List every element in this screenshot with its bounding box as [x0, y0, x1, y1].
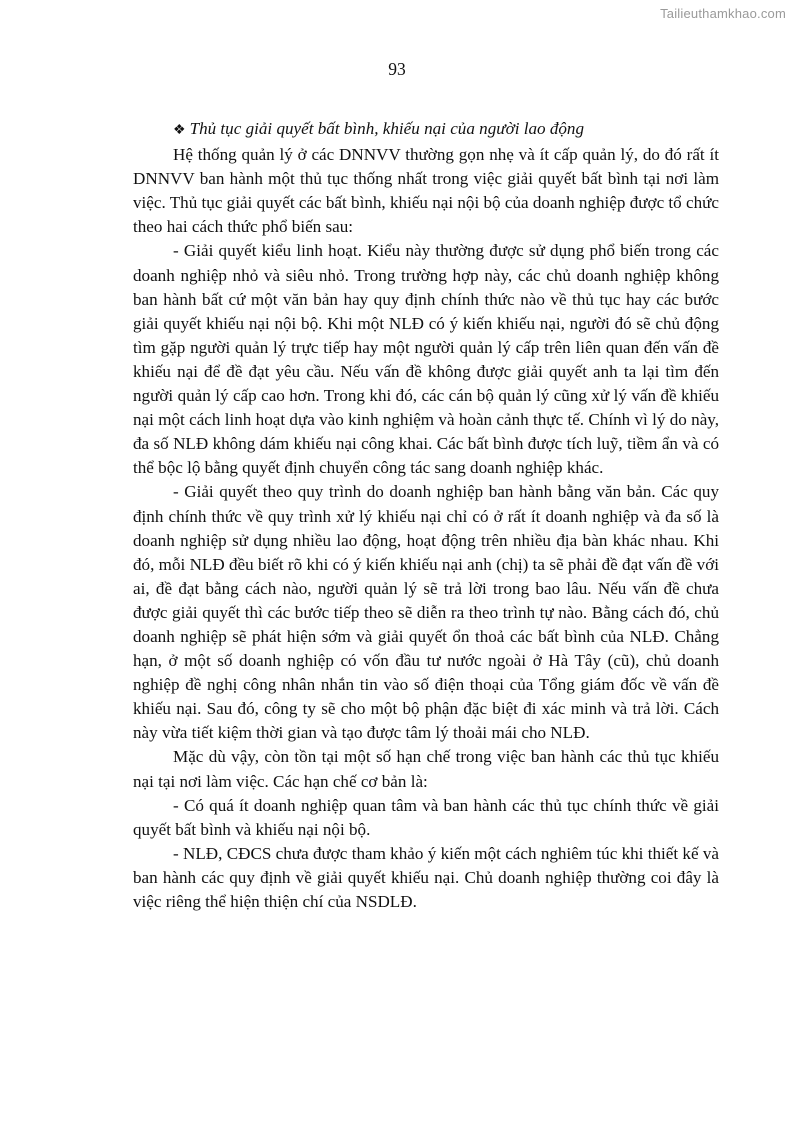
paragraph-limitations: Mặc dù vậy, còn tồn tại một số hạn chế trong việc ban hành các thủ tục khiếu nại tại nơi làm việc. Các hạn chế cơ bản là: [133, 747, 719, 791]
page-number: 93 [388, 59, 406, 79]
paragraph-limitation-2: - NLĐ, CĐCS chưa được tham khảo ý kiến một cách nghiêm túc khi thiết kế và ban hành các quy định về giải quyết khiếu nại. Chủ doanh nghiệp thường coi đây là việc riêng thể hiện thiện chí của NSDLĐ. [133, 843, 719, 911]
diamond-bullet-icon: ❖ [173, 123, 186, 138]
paragraph-written-procedure: - Giải quyết theo quy trình do doanh nghiệp ban hành bằng văn bản. Các quy định chính thức về quy trình xử lý khiếu nại chỉ có ở rất ít doanh nghiệp và đa số là doanh nghiệp sử dụng nhiều lao động, hoạt động trên nhiều địa bàn khác nhau. Khi đó, mỗi NLĐ đều biết rõ khi có ý kiến khiếu nại anh (chị) ta sẽ phải đề đạt vấn đề với ai, đề đạt bằng cách nào, người quản lý sẽ trả lời trong bao lâu. Nếu vấn đề chưa được giải quyết thì các bước tiếp theo sẽ diễn ra theo trình tự nào. Bằng cách đó, chủ doanh nghiệp sẽ phát hiện sớm và giải quyết ổn thoả các bất bình của NLĐ. Chẳng hạn, ở một số doanh nghiệp có vốn đầu tư nước ngoài ở Hà Tây (cũ), chủ doanh nghiệp đề nghị công nhân nhắn tin vào số điện thoại của Tổng giám đốc về vấn đề khiếu nại. Sau đó, công ty sẽ cho một bộ phận đặc biệt đi xác minh và trả lời. Cách này vừa tiết kiệm thời gian và tạo được tâm lý thoải mái cho NLĐ. [133, 482, 719, 743]
paragraph-limitation-1: - Có quá ít doanh nghiệp quan tâm và ban hành các thủ tục chính thức về giải quyết bất bình và khiếu nại nội bộ. [133, 795, 719, 839]
watermark: Tailieuthamkhao.com [660, 6, 786, 21]
section-heading [133, 117, 719, 143]
paragraph-flexible-method: - Giải quyết kiểu linh hoạt. Kiểu này thường được sử dụng phổ biến trong các doanh nghiệp nhỏ và siêu nhỏ. Trong trường hợp này, các chủ doanh nghiệp không ban hành bất cứ một văn bản hay quy định chính thức nào về thủ tục hay các bước giải quyết khiếu nại nội bộ. Khi một NLĐ có ý kiến khiếu nại, người đó sẽ chủ động tìm gặp người quản lý trực tiếp hay một người quản lý cấp trên liên quan đến vấn đề khiếu nại để đề đạt yêu cầu. Nếu vấn đề không được giải quyết anh ta lại tìm đến người quản lý cấp cao hơn. Trong khi đó, các cán bộ quản lý cũng xử lý vấn đề khiếu nại một cách linh hoạt dựa vào kinh nghiệm và hoàn cảnh thực tế. Chính vì lý do này, đa số NLĐ không dám khiếu nại công khai. Các bất bình được tích luỹ, tiềm ẩn và có thể bộc lộ bằng quyết định chuyển công tác sang doanh nghiệp khác. [133, 241, 719, 478]
section-heading-text: Thủ tục giải quyết bất bình, khiếu nại của người lao động [189, 119, 585, 138]
document-body [133, 117, 719, 914]
paragraph-intro: Hệ thống quản lý ở các DNNVV thường gọn nhẹ và ít cấp quản lý, do đó rất ít DNNVV ban hành một thủ tục thống nhất trong việc giải quyết bất bình tại nơi làm việc. Thủ tục giải quyết các bất bình, khiếu nại nội bộ của doanh nghiệp được tổ chức theo hai cách thức phổ biến sau: [133, 145, 719, 237]
